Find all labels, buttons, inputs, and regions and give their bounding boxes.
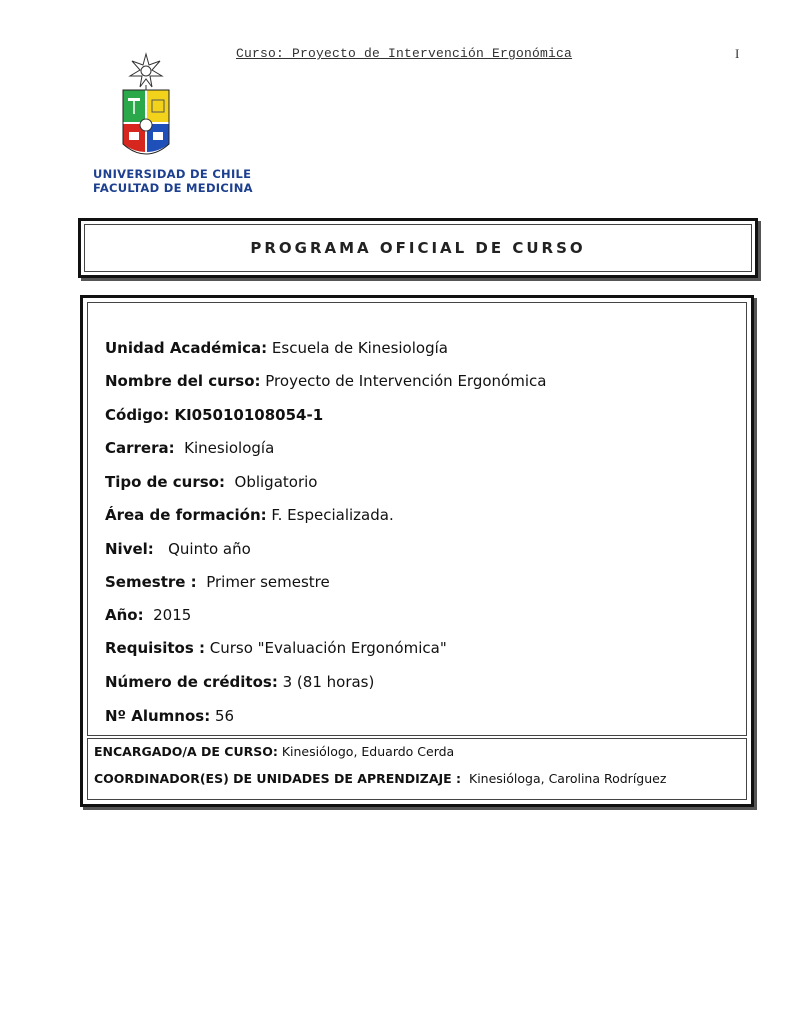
star-emblem	[130, 54, 162, 87]
page-number: I	[735, 46, 740, 61]
institution-name	[93, 167, 253, 195]
field-carrera: Carrera: Kinesiología	[105, 439, 275, 457]
staff-encargado: ENCARGADO/A DE CURSO: Kinesiólogo, Eduardo Cerda	[94, 744, 455, 759]
field-numero-alumnos: Nº Alumnos: 56	[105, 707, 235, 725]
faculty-name: FACULTAD DE MEDICINA	[93, 181, 253, 195]
course-fields-panel	[87, 302, 747, 736]
course-staff-panel	[87, 738, 747, 800]
staff-coordinador: COORDINADOR(ES) DE UNIDADES DE APRENDIZAJE : Kinesióloga, Carolina Rodríguez	[94, 771, 667, 786]
field-nivel: Nivel: Quinto año	[105, 540, 251, 558]
header-course-title: Curso: Proyecto de Intervención Ergonómica	[236, 46, 573, 61]
field-nombre-curso: Nombre del curso: Proyecto de Intervención Ergonómica	[105, 372, 547, 390]
field-codigo: Código: KI05010108054-1	[105, 406, 324, 424]
field-requisitos: Requisitos : Curso "Evaluación Ergonómica"	[105, 639, 447, 657]
university-shield-logo	[116, 52, 176, 160]
shield-yellow-quadrant	[147, 90, 169, 122]
field-numero-creditos: Número de créditos: 3 (81 horas)	[105, 673, 375, 691]
field-ano: Año: 2015	[105, 606, 192, 624]
field-tipo-curso: Tipo de curso: Obligatorio	[105, 473, 318, 491]
field-area-formacion: Área de formación: F. Especializada.	[105, 506, 394, 524]
course-info-box	[80, 295, 754, 807]
university-name: UNIVERSIDAD DE CHILE	[93, 167, 252, 181]
field-semestre: Semestre : Primer semestre	[105, 573, 330, 591]
document-title-box	[78, 218, 758, 278]
field-unidad-academica: Unidad Académica: Escuela de Kinesiología	[105, 339, 448, 357]
document-title: PROGRAMA OFICIAL DE CURSO	[250, 239, 586, 257]
